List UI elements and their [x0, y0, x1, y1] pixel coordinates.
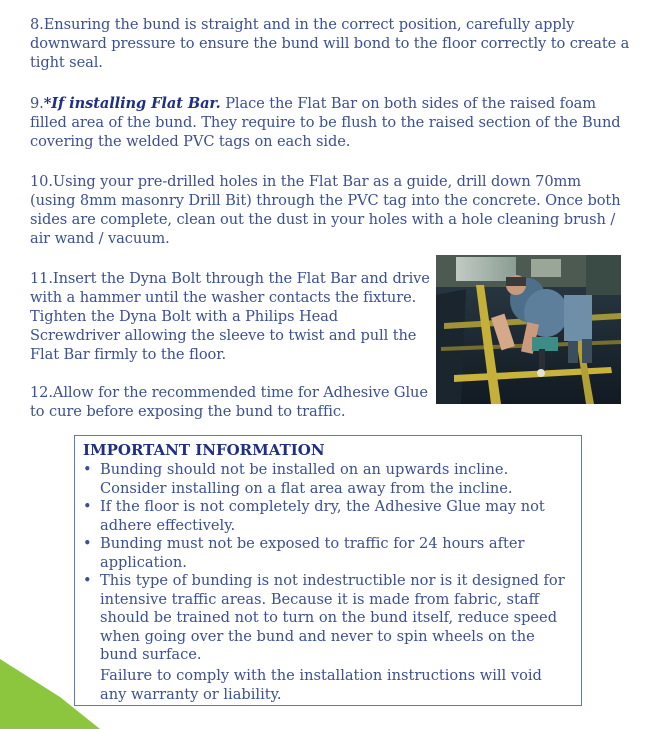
info-item-text: Bunding must not be exposed to traffic for 24 hours after application. — [100, 535, 525, 571]
info-item-incline — [81, 461, 575, 498]
info-item-traffic-wait — [81, 535, 575, 572]
info-item-durability — [81, 572, 575, 665]
step-9-paragraph — [30, 94, 630, 151]
step-10-paragraph: 10.Using your pre-drilled holes in the Flat Bar as a guide, drill down 70mm (using 8mm masonry Drill Bit) through the PVC tag into the concrete. Once both sides are complete, clean out the dust in your holes with a hole cleaning brush / air wand / vacuum. — [30, 173, 621, 247]
info-item-text: Bunding should not be installed on an upwards incline. Consider installing on a flat area away from the incline. — [100, 461, 513, 497]
info-item-dry-floor — [81, 498, 575, 535]
important-information-title: IMPORTANT INFORMATION — [83, 441, 325, 459]
step-9-number: 9. — [30, 95, 44, 112]
bullet-icon: • — [83, 498, 92, 515]
green-corner-decoration — [0, 649, 110, 729]
bullet-icon: • — [83, 461, 92, 478]
step-9-flat-bar-label: *If installing Flat Bar. — [43, 95, 221, 112]
step-8-paragraph: 8.Ensuring the bund is straight and in the correct position, carefully apply downward pressure to ensure the bund will bond to the floor correctly to create a tight seal. — [30, 16, 630, 71]
important-information-list — [81, 461, 575, 665]
step-11-paragraph: 11.Insert the Dyna Bolt through the Flat Bar and drive with a hammer until the washer contacts the fixture. Tighten the Dyna Bolt with a Philips Head Screwdriver allowing the sleeve to twist and pull the Flat Bar firmly to the floor. — [30, 270, 430, 363]
step-9-text: Place the Flat Bar on both sides of the raised foam filled area of the bund. They require to be flush to the raised section of the Bund covering the welded PVC tags on each side. — [30, 95, 621, 150]
bullet-icon: • — [83, 572, 92, 589]
warranty-notice: Failure to comply with the installation instructions will void any warranty or liability. — [100, 667, 542, 703]
installation-photo — [436, 255, 621, 404]
step-12-paragraph: 12.Allow for the recommended time for Adhesive Glue to cure before exposing the bund to traffic. — [30, 384, 428, 420]
important-information-box — [74, 435, 582, 706]
info-item-text: If the floor is not completely dry, the Adhesive Glue may not adhere effectively. — [100, 498, 545, 534]
bullet-icon: • — [83, 535, 92, 552]
info-item-text: This type of bunding is not indestructible nor is it designed for intensive traffic areas. Because it is made from fabric, staff should be trained not to turn on the bund itself, reduce speed when going over the bund and never to spin wheels on the bund surface. — [100, 572, 565, 663]
